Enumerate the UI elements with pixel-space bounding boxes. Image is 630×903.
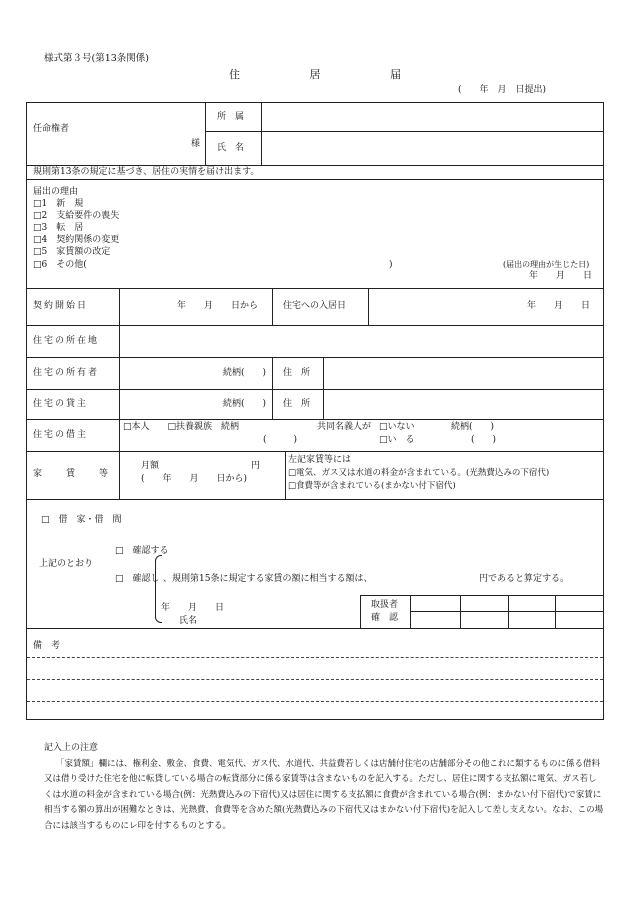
co-owner-exists[interactable]: □い る: [379, 435, 415, 445]
notes-body: 「家賃額」欄には、権利金、敷金、食費、電気代、ガス代、水道代、共益費若しくは店舗付住宅の店舗部分その他これに類するものに係る借料又は借り受けた住宅を他に転貸している場合の転貸部分に係る家賃等は含まないものを記入する。ただし、居住に関する支払額に電気、ガス若しくは水道の料金が含まれている場合(例：光熱費込みの下宿代)又は居住に関する支払額に食費が含まれている場合(例：まかない付下宿代)で家賃に相当する額の算出が困難なときは、光熱費、食費等を含めた額(光熱費込みの下宿代又はまかない付下宿代)を記入して差し支えない。なお、この場合には該当するものにレ印を付するものとする。: [44, 758, 604, 831]
borrower-line2: ( ): [263, 435, 298, 445]
reasons-heading: 届出の理由: [33, 187, 79, 197]
co-owner-none-relation: 続柄( ): [451, 422, 495, 432]
owner-label: 住宅の所有者: [33, 368, 100, 378]
confirm-date: 年 月 日: [161, 603, 225, 613]
appointer-sama: 様: [191, 139, 201, 149]
borrower-label: 住宅の借主: [33, 430, 89, 440]
lender-relation[interactable]: 続柄( ): [223, 399, 267, 409]
location-field[interactable]: [121, 327, 601, 355]
co-owner-exists-relation: ( ): [471, 435, 497, 445]
remarks-label: 備 考: [33, 641, 61, 651]
confirm-name: 氏名: [179, 616, 198, 626]
confirm-option-2-text: 、規則第15条に規定する家賃の額に相当する額は、: [163, 574, 373, 584]
title-char-2: 居: [309, 68, 321, 81]
move-in-label: 住宅への入居日: [283, 301, 347, 311]
reason-2[interactable]: □2 支給要件の喪失: [33, 211, 120, 221]
handler-label-1: 取扱者: [371, 600, 399, 610]
confirm-rental-check[interactable]: □ 借 家・借 間: [41, 515, 122, 525]
name-label: 氏 名: [217, 143, 245, 153]
rent-label: 家 賃 等: [33, 469, 111, 479]
residence-form: [26, 102, 604, 720]
lender-label: 住宅の貸主: [33, 399, 89, 409]
form-number: 様式第３号(第13条関係): [44, 53, 150, 64]
intro-text: 規則第13条の規定に基づき、居住の実情を届け出ます。: [33, 167, 260, 177]
affiliation-label: 所 属: [217, 112, 245, 122]
name-field[interactable]: [263, 134, 601, 163]
handler-label-2: 確 認: [371, 613, 399, 623]
co-owner-none[interactable]: □いない: [379, 422, 415, 432]
rent-monthly: 月額: [141, 461, 160, 471]
contract-start-value: 年 月 日から: [177, 301, 259, 311]
owner-relation[interactable]: 続柄( ): [223, 368, 267, 378]
confirm-option-2[interactable]: □ 確認し: [115, 574, 160, 584]
title-char-1: 住: [229, 68, 240, 81]
reason-6-close: ): [389, 260, 393, 270]
reason-1[interactable]: □1 新 規: [33, 199, 84, 209]
confirm-above: 上記のとおり: [39, 559, 94, 569]
affiliation-field[interactable]: [263, 105, 601, 129]
reason-6[interactable]: □6 その他(: [33, 260, 87, 270]
move-in-value: 年 月 日: [527, 301, 591, 311]
submit-date: ( 年 月 日提出): [458, 85, 547, 95]
rent-from: ( 年 月 日から): [141, 474, 248, 484]
confirm-option-1[interactable]: □ 確認する: [115, 546, 169, 556]
title-char-3: 届: [390, 68, 401, 81]
rent-yen: 円: [251, 461, 261, 471]
appointer-label: 任命権者: [33, 124, 70, 134]
rent-note-2[interactable]: □食費等が含まれている(まかない付下宿代): [288, 481, 456, 491]
confirm-option-2-end: 円であると算定する。: [479, 574, 570, 584]
rent-note-1[interactable]: □電気、ガス又は水道の料金が含まれている。(光熱費込みの下宿代): [288, 468, 550, 478]
rent-note-head: 左記家賃等には: [288, 455, 352, 465]
reason-3[interactable]: □3 転 居: [33, 223, 84, 233]
reason-4[interactable]: □4 契約関係の変更: [33, 235, 120, 245]
co-owner-label: 共同名義人が: [317, 422, 372, 432]
borrower-line1[interactable]: □本人 □扶養親族 続柄: [123, 422, 240, 432]
entry-notes: [44, 741, 604, 834]
contract-start-label: 契約開始日: [33, 301, 89, 311]
lender-address-label: 住 所: [283, 399, 311, 409]
reason-date-value: 年 月 日: [529, 271, 593, 281]
location-label: 住宅の所在地: [33, 336, 100, 346]
owner-address-label: 住 所: [283, 368, 311, 378]
reason-5[interactable]: □5 家賃額の改定: [33, 247, 111, 257]
reason-date-caption: (届出の理由が生じた日): [503, 260, 590, 269]
notes-heading: 記入上の注意: [44, 743, 99, 753]
page-title: [0, 66, 630, 82]
